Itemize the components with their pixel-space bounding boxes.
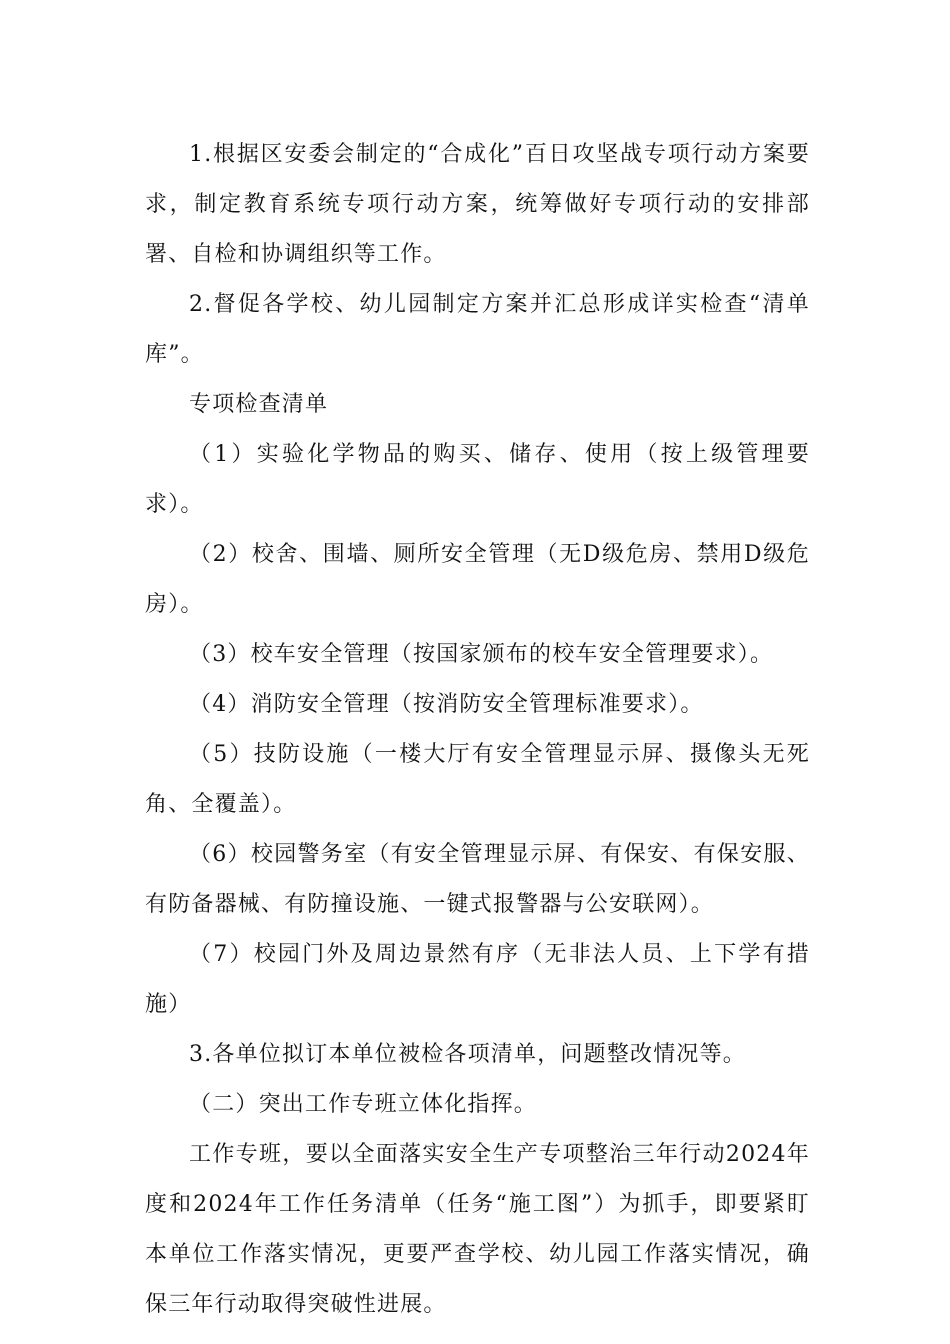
paragraph-work-team: 工作专班，要以全面落实安全生产专项整治三年行动2024年度和2024年工作任务清单（任务“施工图”）为抓手，即要紧盯本单位工作落实情况，更要严查学校、幼儿园工作落实情况，确保三年行动取得突破性进展。	[145, 1142, 810, 1317]
section-heading-2: （二）突出工作专班立体化指挥。	[189, 1092, 538, 1117]
checklist-item-3: （3）校车安全管理（按国家颁布的校车安全管理要求）。	[189, 642, 774, 667]
document-body	[145, 130, 810, 1330]
checklist-item-2: （2）校舍、围墙、厕所安全管理（无D级危房、禁用D级危房）。	[145, 542, 810, 617]
paragraph-task-3: 3.各单位拟订本单位被检各项清单，问题整改情况等。	[189, 1042, 746, 1067]
checklist-item-6: （6）校园警务室（有安全管理显示屏、有保安、有保安服、有防备器械、有防撞设施、一键式报警器与公安联网）。	[145, 842, 810, 917]
checklist-item-4: （4）消防安全管理（按消防安全管理标准要求）。	[189, 692, 704, 717]
paragraph-task-2: 2.督促各学校、幼儿园制定方案并汇总形成详实检查“清单库”。	[145, 292, 810, 367]
checklist-item-1: （1）实验化学物品的购买、储存、使用（按上级管理要求）。	[145, 442, 810, 517]
paragraph-task-1: 1.根据区安委会制定的“合成化”百日攻坚战专项行动方案要求，制定教育系统专项行动方案，统筹做好专项行动的安排部署、自检和协调组织等工作。	[145, 142, 810, 267]
checklist-item-7: （7）校园门外及周边景然有序（无非法人员、上下学有措施）	[145, 942, 810, 1017]
checklist-heading: 专项检查清单	[189, 392, 329, 417]
checklist-item-5: （5）技防设施（一楼大厅有安全管理显示屏、摄像头无死角、全覆盖）。	[145, 742, 810, 817]
